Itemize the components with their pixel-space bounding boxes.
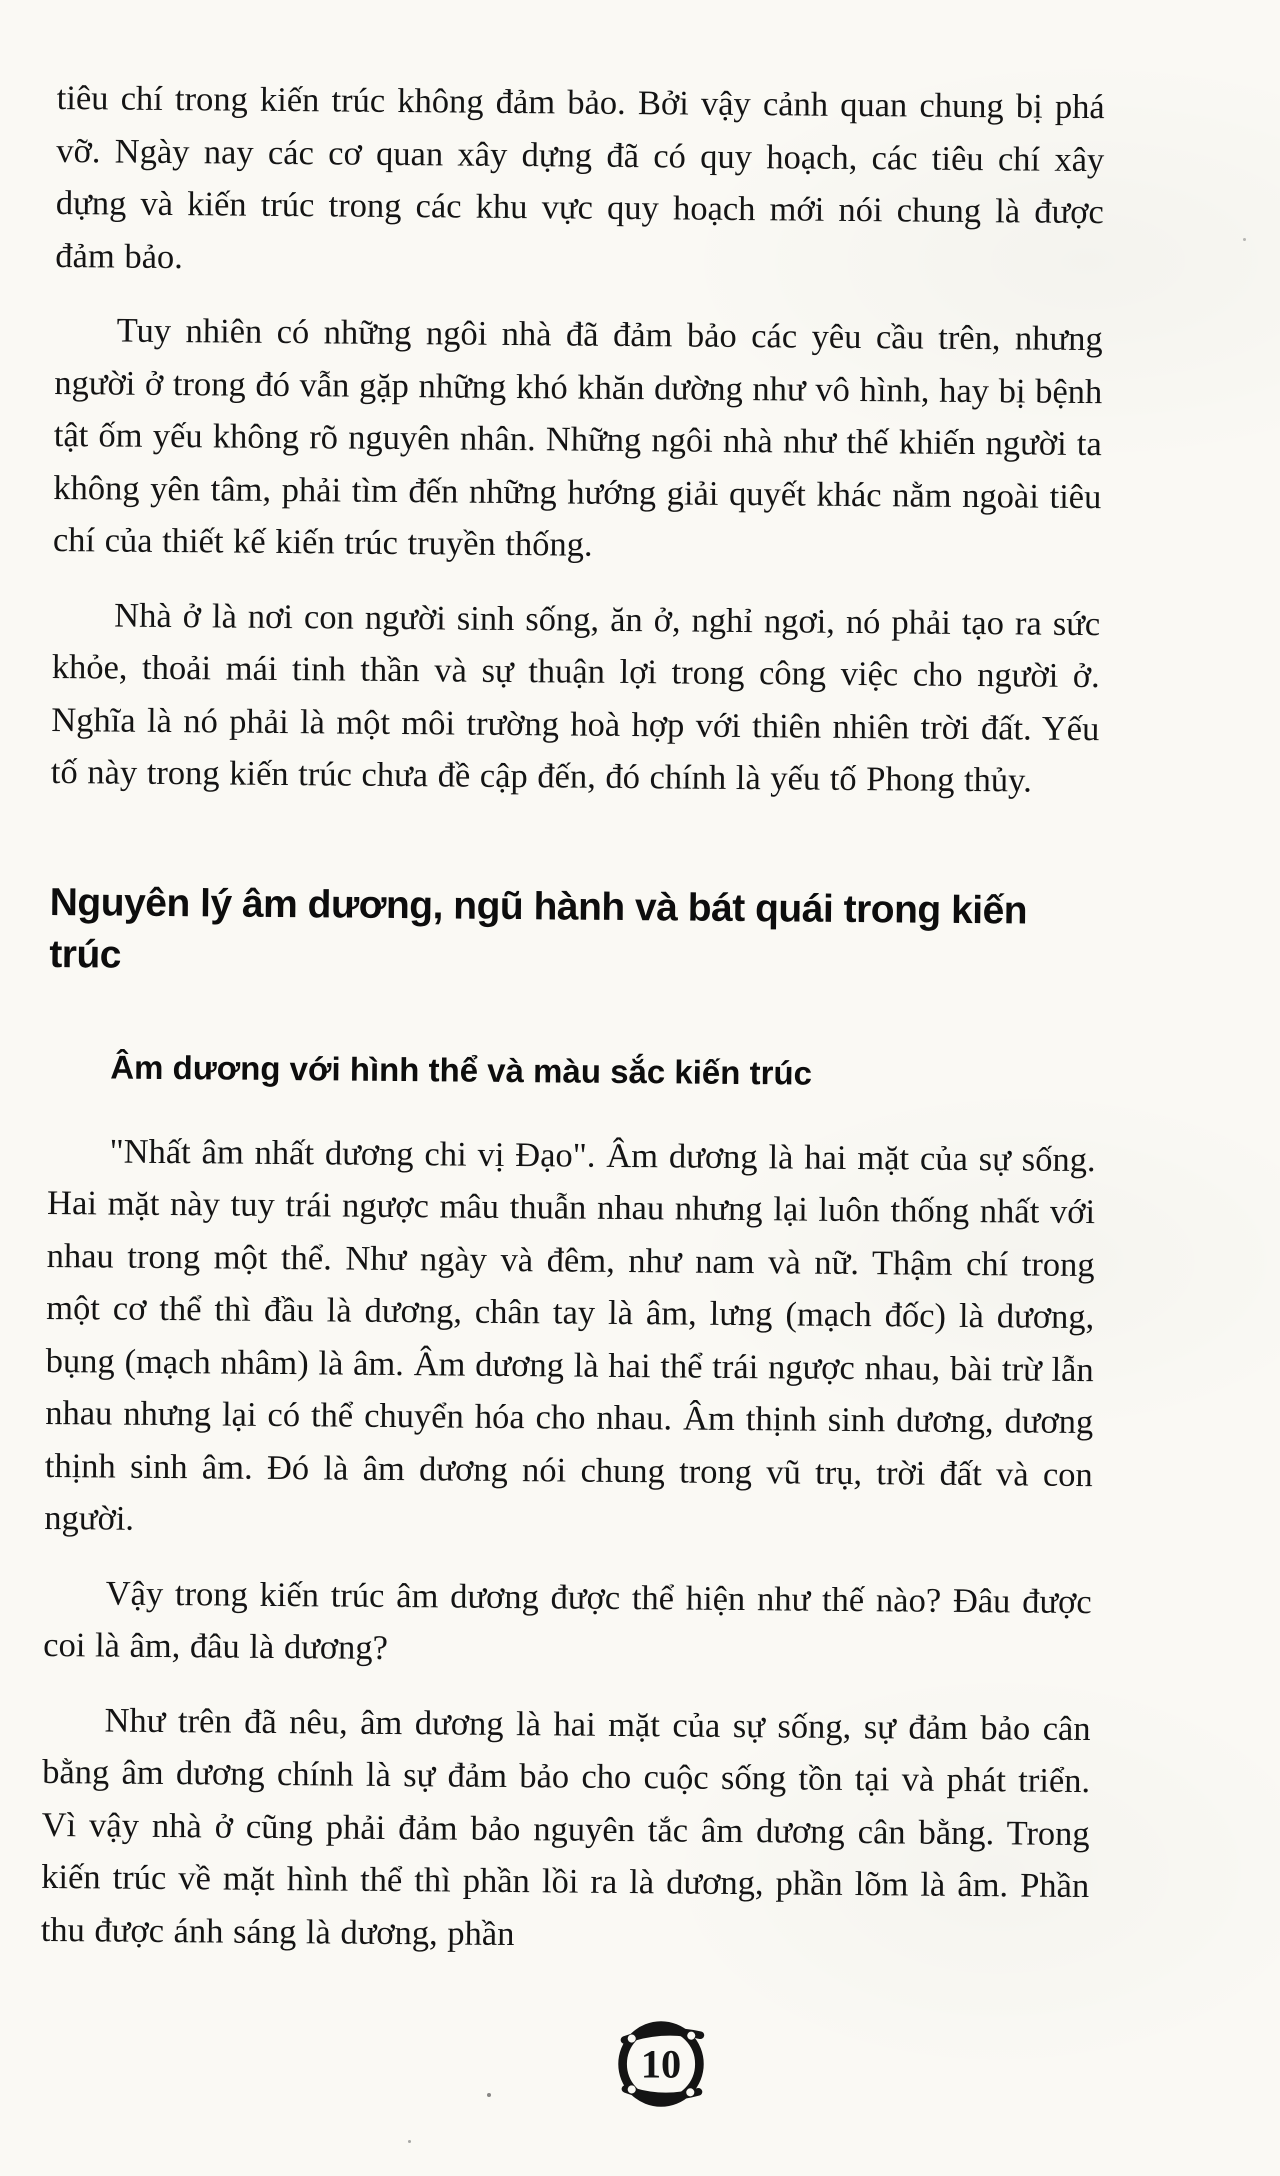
page-number: 10 <box>640 2041 682 2087</box>
sub-heading: Âm dương với hình thể và màu sắc kiến trúc <box>110 1048 813 1092</box>
paragraph: Vậy trong kiến trúc âm dương được thể hiện như thế nào? Đâu được coi là âm, đâu là dương? <box>43 1573 1092 1667</box>
section-heading: Nguyên lý âm dương, ngũ hành và bát quái trong kiến trúc <box>49 880 1028 977</box>
scan-speck <box>487 2093 491 2097</box>
paragraph: Nhà ở là nơi con người sinh sống, ăn ở, nghỉ ngơi, nó phải tạo ra sức khỏe, thoải mái tinh thần và sự thuận lợi trong công việc cho người ở. Nghĩa là nó phải là một môi trường hoà hợp với thiên nhiên trời đất. Yếu tố này trong kiến trúc chưa đề cập đến, đó chính là yếu tố Phong thủy. <box>50 596 1101 800</box>
scan-speck <box>1243 238 1246 241</box>
page-number-badge <box>613 2016 709 2112</box>
page-number-ornament-icon <box>613 2016 709 2112</box>
paragraph: "Nhất âm nhất dương chi vị Đạo". Âm dương là hai mặt của sự sống. Hai mặt này tuy trái ngược mâu thuẫn nhau nhưng lại luôn thống nhất với nhau trong một thể. Như ngày và đêm, như nam và nữ. Thậm chí trong một cơ thể thì đầu là dương, chân tay là âm, lưng (mạch đốc) là dương, bụng (mạch nhâm) là âm. Âm dương là hai thể trái ngược nhau, bài trừ lẫn nhau nhưng lại có thể chuyển hóa cho nhau. Âm thịnh sinh dương, dương thịnh sinh âm. Đó là âm dương nói chung trong vũ trụ, trời đất và con người. <box>44 1132 1096 1538</box>
scan-speck <box>408 2140 411 2143</box>
paragraph: Tuy nhiên có những ngôi nhà đã đảm bảo các yêu cầu trên, nhưng người ở trong đó vẫn gặp những khó khăn dường như vô hình, hay bị bệnh tật ốm yếu không rõ nguyên nhân. Những ngôi nhà như thế khiến người ta không yên tâm, phải tìm đến những hướng giải quyết khác nằm ngoài tiêu chí của thiết kế kiến trúc truyền thống. <box>52 311 1103 564</box>
text-block <box>40 72 1105 1987</box>
paragraph: tiêu chí trong kiến trúc không đảm bảo. Bởi vậy cảnh quan chung bị phá vỡ. Ngày nay các cơ quan xây dựng đã có quy hoạch, các tiêu chí xây dựng và kiến trúc trong các khu vực quy hoạch mới nói chung là được đảm bảo. <box>55 78 1105 276</box>
paragraph: Như trên đã nêu, âm dương là hai mặt của sự sống, sự đảm bảo cân bằng âm dương chính là sự đảm bảo cho cuộc sống tồn tại và phát triển. Vì vậy nhà ở cũng phải đảm bảo nguyên tắc âm dương cân bằng. Trong kiến trúc về mặt hình thể thì phần lồi ra là dương, phần lõm là âm. Phần thu được ánh sáng là dương, phần <box>40 1700 1091 1953</box>
